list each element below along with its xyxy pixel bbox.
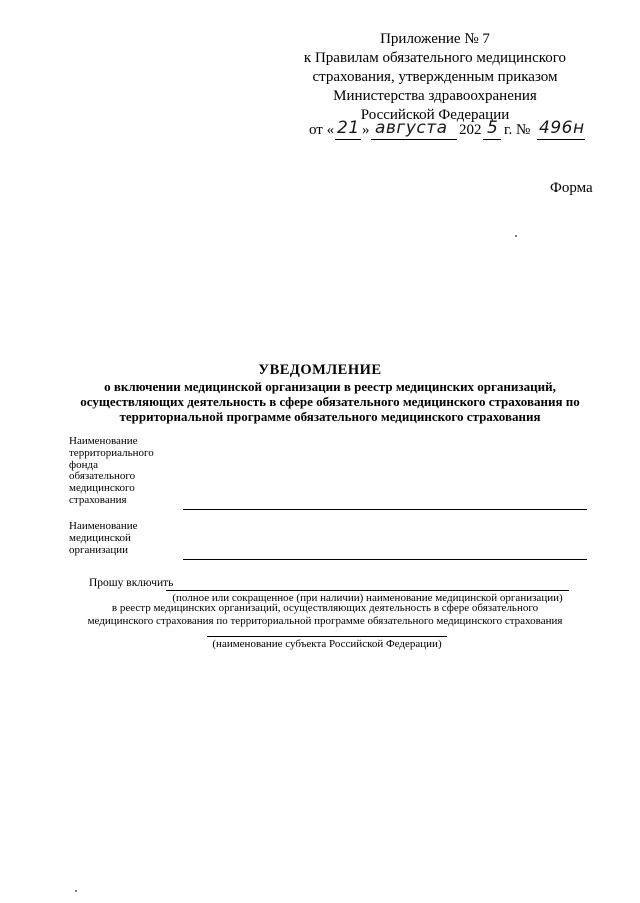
annex-line: страхования, утвержденным приказом (312, 69, 558, 85)
year-prefix: 202 (459, 122, 482, 138)
handwritten-day: 21 (337, 118, 360, 138)
annex-header (300, 30, 570, 125)
fund-name-label: Наименование территориального фонда обязательного медицинского страхования (69, 435, 154, 506)
annex-line: Министерства здравоохранения (333, 88, 537, 104)
request-body: в реестр медицинских организаций, осуществляющих деятельность в сфере обязательного медицинского страхования по территориальной программе обязательного медицинского страхования (87, 602, 563, 627)
date-quote-close: » (362, 122, 370, 138)
annex-line: к Правилам обязательного медицинского (303, 50, 567, 66)
subject-field-hint: (наименование субъекта Российской Федерации) (212, 638, 442, 650)
annex-line: Приложение № 7 (380, 31, 490, 47)
org-name-field[interactable] (183, 559, 587, 560)
handwritten-number: 496н (539, 118, 585, 138)
request-lead: Прошу включить (89, 577, 174, 589)
number-label: г. № (504, 122, 531, 138)
form-label: Форма (550, 180, 593, 196)
scan-speck (75, 890, 77, 892)
fund-name-field[interactable] (183, 509, 587, 510)
document-title: УВЕДОМЛЕНИЕ (258, 362, 382, 378)
request-org-field[interactable] (166, 590, 569, 591)
date-prefix: от « (309, 122, 335, 138)
subject-field[interactable] (207, 636, 447, 637)
annex-line: Российской Федерации (360, 107, 510, 123)
org-name-label: Наименование медицинской организации (69, 520, 138, 556)
document-subtitle: о включении медицинской организации в реестр медицинских организаций, осуществляющих деятельность в сфере обязательного медицинского страхования по территориальной программе обязательного медицинского страхования (80, 379, 580, 424)
handwritten-month: августа (375, 118, 448, 138)
org-field-hint: (полное или сокращенное (при наличии) наименование медицинской организации) (172, 592, 563, 604)
order-date-line (309, 120, 599, 146)
scan-speck (515, 235, 517, 237)
handwritten-year-digit: 5 (487, 118, 499, 138)
